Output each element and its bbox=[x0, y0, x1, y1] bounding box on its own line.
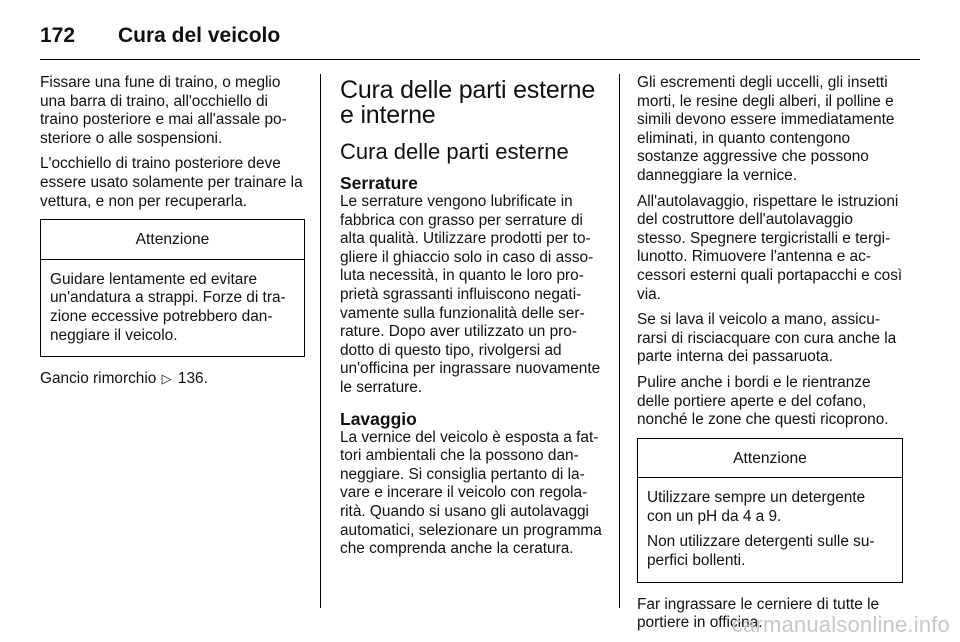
topic-lavaggio bbox=[340, 410, 602, 559]
topic-body-lavaggio: La vernice del veicolo è esposta a fattori ambientali che la possono danneggiare. Si consiglia pertanto di lavare e incerare il veicolo con regolarità. Quando si usano gli autolavaggi automatici, selezionare un programma che comprenda anche la ceratura. bbox=[340, 428, 602, 558]
topic-serrature bbox=[340, 174, 602, 398]
topic-body-serrature: Le serrature vengono lubrificate in fabbrica con grasso per serrature di alta qualità. Utilizzare prodotti per togliere il ghiaccio solo in caso di assoluta necessità, in quanto le loro proprietà sgrassanti influiscono negativamente sulla funzionalità delle serrature. Dopo aver utilizzato un prodotto di questo tipo, rivolgersi ad un'officina per ingrassare nuovamente le serrature. bbox=[340, 193, 601, 396]
page-number: 172 bbox=[40, 24, 76, 47]
column-divider-2 bbox=[619, 74, 620, 608]
cross-reference[interactable] bbox=[40, 370, 305, 389]
topic-heading-serrature: Serrature bbox=[340, 173, 418, 193]
subsection-title: Cura delle parti esterne bbox=[340, 139, 569, 164]
section-title: Cura delle parti esterne e interne bbox=[340, 76, 596, 129]
column-3 bbox=[637, 74, 903, 640]
watermark: carmanualsonline.info bbox=[731, 612, 950, 637]
warning-text: Guidare lentamente ed evitare un'andatura a strappi. Forze di trazione eccessive potrebbero danneggiare il veicolo. bbox=[50, 270, 286, 344]
column-2 bbox=[340, 74, 602, 571]
warning-box-heading: Attenzione bbox=[41, 220, 304, 260]
care-paragraph-5: Far ingrassare le cerniere di tutte le portiere in officina. bbox=[637, 595, 880, 632]
care-paragraph-2: All'autolavaggio, rispettare le istruzioni del costruttore dell'autolavaggio stesso. Spegnere tergicristalli e tergilunotto. Rimuovere l'antenna e accessori esterni quali portapacchi e così via. bbox=[637, 192, 903, 303]
warning-box-body bbox=[41, 260, 304, 356]
column-1 bbox=[40, 74, 305, 396]
towing-paragraph-1: Fissare una fune di traino, o meglio una barra di traino, all'occhiello di traino posteriore e mai all'assale posteriore o alle sospensioni. bbox=[40, 74, 287, 147]
cross-reference-arrow-icon: ▷ bbox=[161, 371, 172, 387]
care-paragraph-1: Gli escrementi degli uccelli, gli insetti morti, le resine degli alberi, il polline e simili devono essere immediatamente eliminati, in quanto contengono sostanze aggressive che possono danneggiare la vernice. bbox=[637, 74, 895, 184]
warning-box-towing bbox=[40, 219, 305, 357]
column-divider-1 bbox=[320, 74, 321, 608]
care-paragraph-4: Pulire anche i bordi e le rientranze delle portiere aperte e del cofano, nonché le zone che questi ricoprono. bbox=[637, 373, 889, 429]
warning-box-detergent bbox=[637, 438, 903, 583]
care-paragraph-3: Se si lava il veicolo a mano, assicurarsi di risciacquare con cura anche la parte interna dei passaruota. bbox=[637, 311, 897, 366]
running-title: Cura del veicolo bbox=[118, 24, 281, 47]
cross-reference-page: 136. bbox=[177, 370, 208, 388]
page-header bbox=[40, 18, 920, 54]
cross-reference-text: Gancio rimorchio bbox=[40, 370, 157, 388]
warning-box-heading: Attenzione bbox=[638, 439, 902, 479]
topic-heading-lavaggio: Lavaggio bbox=[340, 408, 417, 429]
header-rule bbox=[40, 59, 920, 60]
towing-paragraph-2: L'occhiello di traino posteriore deve essere usato solamente per trainare la vettura, e non per recuperarla. bbox=[40, 155, 303, 210]
warning-text-1: Utilizzare sempre un detergente con un pH da 4 a 9. bbox=[647, 489, 866, 525]
warning-text-2: Non utilizzare detergenti sulle superfici bollenti. bbox=[647, 533, 875, 570]
warning-box-body bbox=[638, 478, 902, 581]
